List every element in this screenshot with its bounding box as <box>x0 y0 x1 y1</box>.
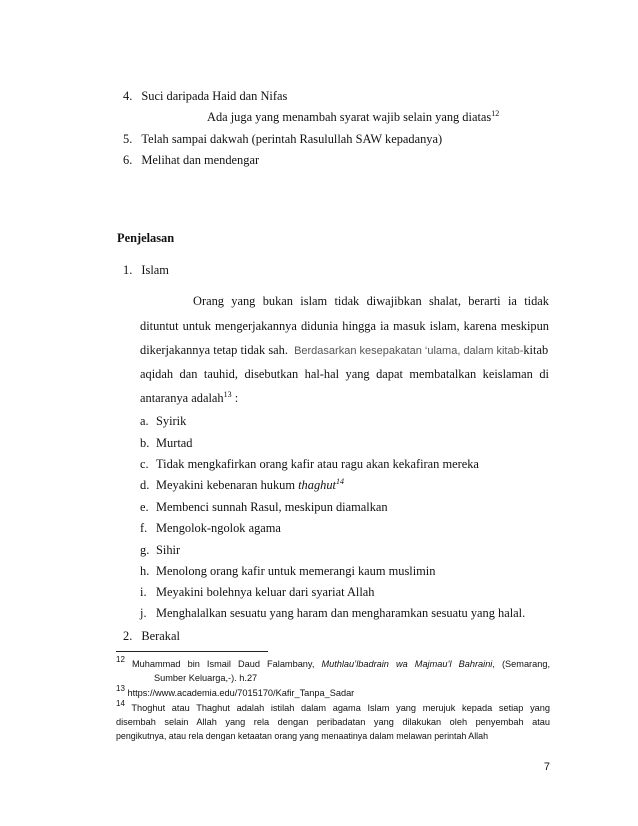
list-text: Islam <box>141 263 169 277</box>
footnote-ref-13[interactable]: 13 <box>223 390 232 399</box>
sublist-text: Tidak mengkafirkan orang kafir atau ragu akan kekafiran mereka <box>156 457 479 471</box>
footnote-12-line-2: Sumber Keluarga,-). h.27 <box>154 673 258 683</box>
sublist-item-g <box>140 542 180 558</box>
paragraph-line-5 <box>140 390 238 406</box>
list-note <box>207 109 499 125</box>
list-number: 4. <box>123 89 133 103</box>
paragraph-line-3 <box>140 342 549 359</box>
sublist-text: Meyakini bolehnya keluar dari syariat Allah <box>156 585 375 599</box>
sublist-item-a <box>140 413 186 429</box>
sublist-text: Membenci sunnah Rasul, meskipun diamalkan <box>156 500 388 514</box>
section-heading: Penjelasan <box>117 231 175 245</box>
sublist-item-h <box>140 563 435 579</box>
paragraph-line-4: aqidah dan tauhid, disebutkan hal-hal yang dapat membatalkan keislaman di <box>140 367 549 381</box>
sublist-letter: d. <box>140 478 150 492</box>
sublist-text: Meyakini kebenaran hukum <box>156 478 299 492</box>
note-text: Ada juga yang menambah syarat wajib selain yang diatas <box>207 110 492 124</box>
sublist-item-b <box>140 435 192 451</box>
list-text: Melihat dan mendengar <box>141 153 260 167</box>
sublist-item-c <box>140 456 479 472</box>
sublist-letter: h. <box>140 564 150 578</box>
footnote-text: Thoghut atau Thaghut adalah istilah dalam agama Islam yang merujuk kepada setiap yang <box>131 703 550 713</box>
paragraph-line-1: Orang yang bukan islam tidak diwajibkan shalat, berarti ia tidak <box>193 294 549 308</box>
sublist-text: Menghalalkan sesuatu yang haram dan mengharamkan sesuatu yang halal. <box>156 606 526 620</box>
footnote-text: Muhammad bin Ismail Daud Falambany, <box>132 659 322 669</box>
list-number: 1. <box>123 263 133 277</box>
list-item-5 <box>123 131 442 147</box>
paragraph-text: : <box>231 391 239 405</box>
sublist-letter: f. <box>140 521 148 535</box>
footnote-ref-12[interactable]: 12 <box>491 109 500 118</box>
list-item-6 <box>123 152 259 168</box>
footnote-number: 13 <box>116 684 125 693</box>
paragraph-line-2: dituntut untuk mengerjakannya didunia hingga ia masuk islam, karena meskipun <box>140 319 549 333</box>
footnote-text: , (Semarang, <box>492 659 550 669</box>
sublist-text: Murtad <box>156 436 193 450</box>
paragraph-text: dikerjakannya tetap tidak sah. <box>140 343 288 357</box>
paragraph-text-light: Berdasarkan kesepakatan ‘ulama, dalam kitab- <box>294 345 524 357</box>
sublist-item-i <box>140 584 375 600</box>
sublist-text: Menolong orang kafir untuk memerangi kaum muslimin <box>156 564 436 578</box>
list-number: 2. <box>123 629 133 643</box>
footnote-13 <box>116 684 355 700</box>
sublist-letter: a. <box>140 414 149 428</box>
list-text: Suci daripada Haid dan Nifas <box>141 89 288 103</box>
footnote-number: 12 <box>116 655 125 664</box>
sublist-letter: g. <box>140 543 150 557</box>
footnote-link[interactable]: https://www.academia.edu/7015170/Kafir_Tanpa_Sadar <box>127 688 355 698</box>
sublist-letter: b. <box>140 436 150 450</box>
footnote-14-line-2: disembah selain Allah yang rela dengan peribadatan yang dilakukan oleh penyembah atau <box>116 717 550 727</box>
list-item-1 <box>123 262 169 278</box>
sublist-item-e <box>140 499 388 515</box>
list-number: 6. <box>123 153 133 167</box>
sublist-letter: c. <box>140 457 149 471</box>
sublist-text: Sihir <box>156 543 181 557</box>
list-number: 5. <box>123 132 133 146</box>
page-number: 7 <box>543 761 550 773</box>
list-text: Berakal <box>141 629 180 643</box>
footnote-14-line-3: pengikutnya, atau rela dengan ketaatan orang yang menaatinya dalam melawan perintah Allah <box>116 731 489 741</box>
list-item-2 <box>123 628 180 644</box>
footnote-number: 14 <box>116 699 125 708</box>
sublist-text: Syirik <box>156 414 187 428</box>
list-text: Telah sampai dakwah (perintah Rasulullah SAW kepadanya) <box>141 132 443 146</box>
sublist-text: Mengolok-ngolok agama <box>156 521 281 535</box>
sublist-item-d <box>140 477 344 493</box>
paragraph-text: antaranya adalah <box>140 391 224 405</box>
sublist-letter: e. <box>140 500 149 514</box>
paragraph-text: kitab <box>523 343 549 357</box>
footnote-14-line-1 <box>116 699 550 715</box>
sublist-item-j <box>140 605 525 621</box>
list-item-4 <box>123 88 287 104</box>
sublist-letter: j. <box>140 606 147 620</box>
footnote-ref-14[interactable]: 14 <box>335 477 344 486</box>
footnote-separator <box>116 651 268 652</box>
sublist-item-f <box>140 520 281 536</box>
footnote-12-line-1 <box>116 655 550 671</box>
footnote-title: Muthlau’lbadrain wa Majmau’l Bahraini <box>321 659 493 669</box>
sublist-emphasis: thaghut <box>298 478 336 492</box>
sublist-letter: i. <box>140 585 147 599</box>
